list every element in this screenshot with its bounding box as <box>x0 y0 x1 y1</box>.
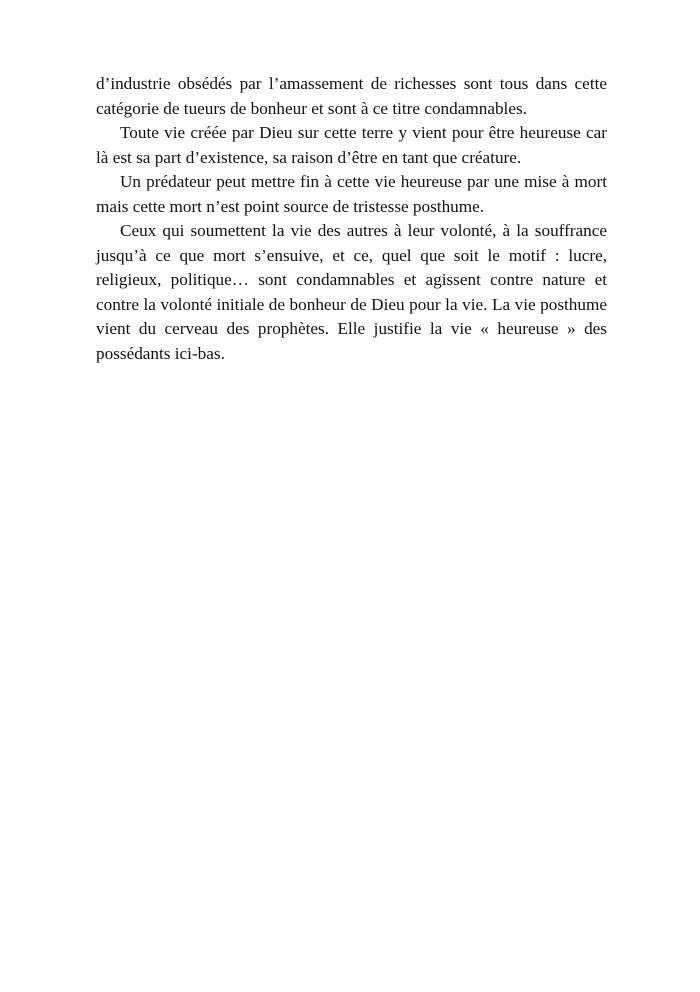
body-text <box>96 72 607 366</box>
paragraph-condamnables: Ceux qui soumettent la vie des autres à leur volonté, à la souffrance jusqu’à ce que mort s’ensuive, et ce, quel que soit le motif : lucre, religieux, politique… sont condamnables et agissent contre nature et contre la volonté initiale de bonheur de Dieu pour la vie. La vie posthume vient du cerveau des prophètes. Elle justifie la vie « heureuse » des possédants ici-bas. <box>96 221 607 363</box>
paragraph-vie-heureuse: Toute vie créée par Dieu sur cette terre y vient pour être heureuse car là est sa part d’existence, sa raison d’être en tant que créature. <box>96 123 607 167</box>
paragraph-continuation: d’industrie obsédés par l’amassement de richesses sont tous dans cette catégorie de tueurs de bonheur et sont à ce titre condamnables. <box>96 74 607 118</box>
paragraph-predateur: Un prédateur peut mettre fin à cette vie heureuse par une mise à mort mais cette mort n’est point source de tristesse posthume. <box>96 172 607 216</box>
